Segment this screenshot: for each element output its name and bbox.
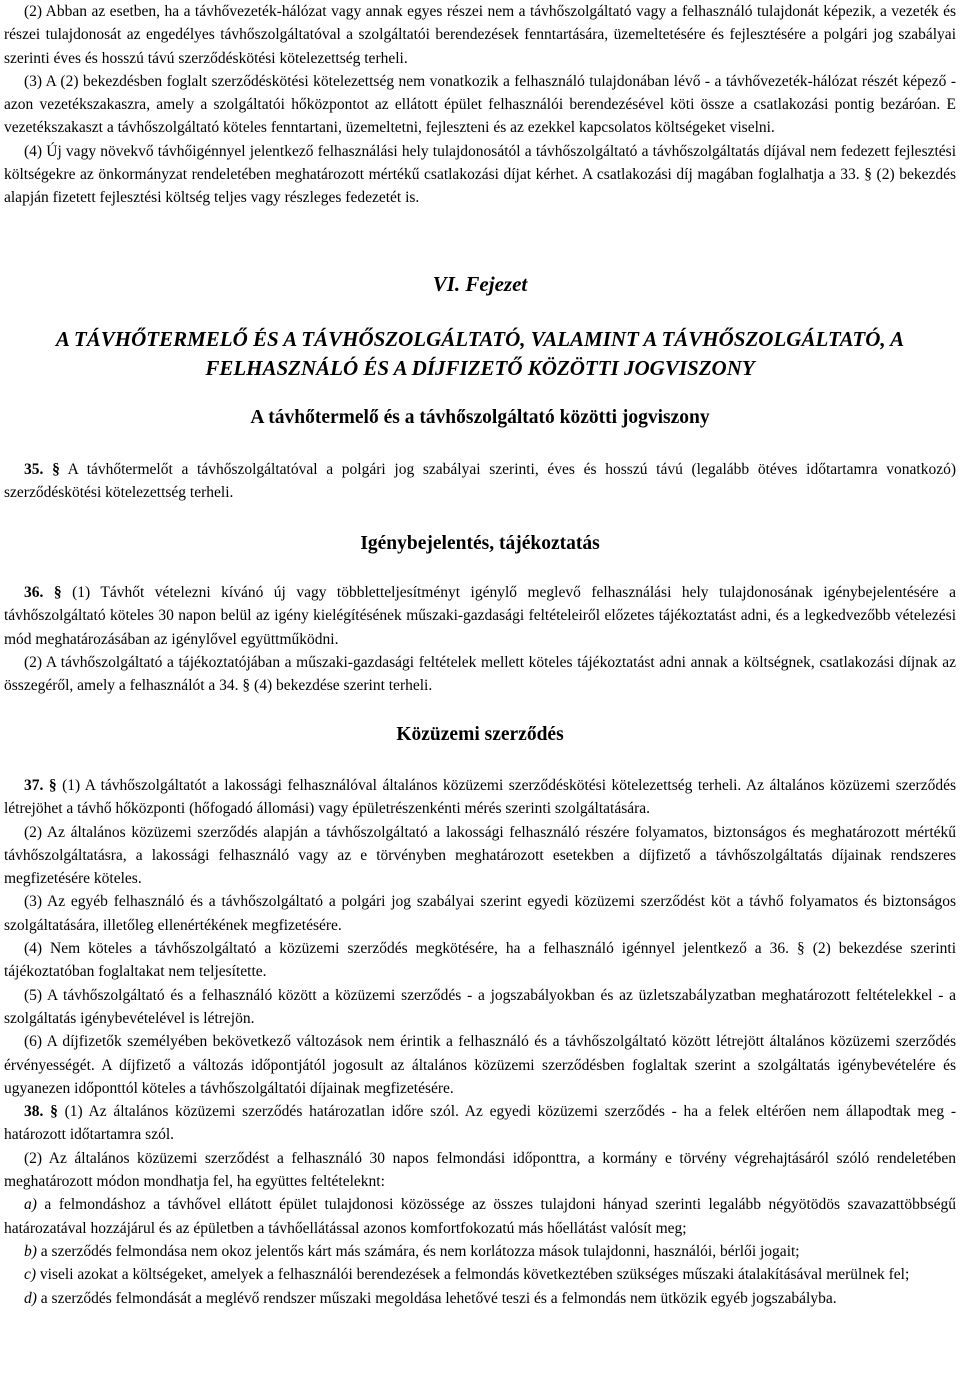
paragraphs-top xyxy=(4,0,956,210)
para-35-text: A távhőtermelőt a távhőszolgáltatóval a polgári jog szabályai szerinti, éves és hosszú távú (legalább ötéves időtartamra vonatkozó) szerződéskötési kötelezettség terheli. xyxy=(4,461,957,502)
para-36-1 xyxy=(4,581,956,651)
para-37-2: (2) Az általános közüzemi szerződés alapján a távhőszolgáltató a lakossági felhasználó részére folyamatos, biztonságos és meghatározott mértékű távhőszolgáltatásra, a lakossági felhasználó vagy az e törvényben meghatározott esetekben a díjfizető a távhőszolgáltatás díjainak rendszeres megfizetésére köteles. xyxy=(4,823,956,888)
para-35 xyxy=(4,458,956,505)
para-38-number: 38. § xyxy=(24,1103,58,1121)
para-35-number: 35. § xyxy=(24,461,60,478)
section-3-body xyxy=(4,774,956,1310)
para-38-b-text: a szerződés felmondása nem okoz jelentős kárt más számára, és nem korlátozza mások tulajdonni, használói, bérlői jogait; xyxy=(36,1242,800,1260)
para-37-1 xyxy=(4,774,956,821)
para-38-b-label: b) xyxy=(24,1242,37,1260)
para-37-text: (1) A távhőszolgáltatót a lakossági felhasználóval általános közüzemi szerződéskötési kötelezettség terheli. Az általános közüzemi szerződés létrejöhet a távhő hőközponti (hőfogadó állomási) vagy épületrészenkénti mérés szerinti szolgáltatására. xyxy=(4,777,957,818)
para-38-c xyxy=(4,1263,956,1286)
para-38-d-label: d) xyxy=(24,1289,37,1307)
chapter-heading xyxy=(4,271,956,297)
chapter-number: VI. Fejezet xyxy=(432,272,528,296)
section-1 xyxy=(4,405,956,431)
section-heading-2: Igénybejelentés, tájékoztatás xyxy=(360,533,600,554)
chapter-title-block xyxy=(20,325,940,383)
para-38-1 xyxy=(4,1100,956,1147)
para-37-6: (6) A díjfizetők személyében bekövetkező változások nem érintik a felhasználó és a távhőszolgáltató között létrejött általános közüzemi szerződés érvényességét. A díjfizető a változás időpontjától jogosult az általános közüzemi szerződésben foglaltak szerint a szolgáltatás igénybevételére és ugyanezen időponttól köteles a távhőszolgáltatói díjainak megfizetésére. xyxy=(4,1033,956,1097)
para-37-number: 37. § xyxy=(24,777,57,794)
chapter-title: A TÁVHŐTERMELŐ ÉS A TÁVHŐSZOLGÁLTATÓ, VALAMINT A TÁVHŐSZOLGÁLTATÓ, A FELHASZNÁLÓ ÉS A DÍJFIZETŐ KÖZÖTTI JOGVISZONY xyxy=(55,327,905,380)
para-33-4: (4) Új vagy növekvő távhőigénnyel jelentkező felhasználási hely tulajdonosától a távhőszolgáltató a távhőszolgáltatás díjával nem fedezett fejlesztési költségekre az önkormányzat rendeletében meghatározott mértékű csatlakozási díjat kérhet. A csatlakozási díj magában foglalhatja a 33. § (2) bekezdés alapján fizetett fejlesztési költség teljes vagy részleges fedezetét is. xyxy=(4,142,956,207)
para-38-a xyxy=(4,1193,956,1240)
para-38-c-text: viseli azokat a költségeket, amelyek a felhasználói berendezések a felmondás következtében szükséges műszaki átalakításával merülnek fel; xyxy=(36,1266,910,1284)
para-33-2: (2) Abban az esetben, ha a távhővezeték-hálózat vagy annak egyes részei nem a távhőszolgáltató vagy a felhasználó tulajdonát képezik, a vezeték és részei tulajdonosát az engedélyes távhőszolgáltatóval a szolgáltatói berendezések fenntartására, üzemeltetésére és fejlesztésére a polgári jog szabályai szerinti éves és hosszú távú szerződéskötési kötelezettség terheli. xyxy=(4,3,956,67)
section-heading-3: Közüzemi szerződés xyxy=(396,724,564,745)
section-2-body xyxy=(4,581,956,697)
para-38-2: (2) Az általános közüzemi szerződést a felhasználó 30 napos felmondási időponttra, a kormány e törvény végrehajtásáról szóló rendeletében meghatározott módon mondhatja fel, ha együttes feltételeknt: xyxy=(4,1149,956,1191)
para-37-4: (4) Nem köteles a távhőszolgáltató a közüzemi szerződés megkötésére, ha a felhasználó igénnyel jelentkező a 36. § (2) bekezdése szerinti tájékoztatóban foglaltakat nem teljesítette. xyxy=(4,940,956,981)
para-38-a-label: a) xyxy=(24,1196,37,1214)
para-38-c-label: c) xyxy=(24,1266,37,1284)
section-heading-1: A távhőtermelő és a távhőszolgáltató közötti jogviszony xyxy=(250,407,710,428)
para-33-3: (3) A (2) bekezdésben foglalt szerződéskötési kötelezettség nem vonatkozik a felhasználó tulajdonában lévő - a távhővezeték-hálózat részét képező - azon vezetékszakaszra, amely a szolgáltatói hőközpontot az ellátott épület felhasználói berendezésével köti össze a csatlakozási pontig bezáróan. E vezetékszakaszt a távhőszolgáltató köteles fenntartani, üzemeltetni, fejleszteni és az ezekkel kapcsolatos költségeket viselni. xyxy=(4,72,956,137)
para-38-d xyxy=(4,1287,956,1310)
para-36-text: (1) Távhőt vételezni kívánó új vagy többletteljesítményt igénylő meglevő felhasználási hely tulajdonosának igénybejelentésére a távhőszolgáltató köteles 30 napon belül az igény kielégítésének műszaki-gazdasági feltételeiről előzetes tájékoztatást adni, és a legkedvezőbb vételezési mód meghatározásában az igénylővel együttműködni. xyxy=(4,584,957,648)
para-38-text: (1) Az általános közüzemi szerződés határozatlan időre szól. Az egyedi közüzemi szerződés - ha a felek eltérően nem állapodtak meg - határozott időtartamra szól. xyxy=(4,1103,957,1144)
para-38-d-text: a szerződés felmondását a meglévő rendszer műszaki megoldása lehetővé teszi és a felmondás nem ütközik egyéb jogszabályba. xyxy=(36,1289,837,1307)
para-37-5: (5) A távhőszolgáltató és a felhasználó között a közüzemi szerződés - a jogszabályokban és az üzletszabályzatban meghatározott feltételekkel - a szolgáltatás igénybevételével is létrejön. xyxy=(4,986,956,1027)
para-37-3: (3) Az egyéb felhasználó és a távhőszolgáltató a polgári jog szabályai szerint egyedi közüzemi szerződést köt a távhő folyamatos és biztonságos szolgáltatására, illetőleg ellenértékének megfizetésére. xyxy=(4,893,956,934)
para-38-b xyxy=(4,1240,956,1263)
section-1-body xyxy=(4,458,956,505)
section-3 xyxy=(4,722,956,748)
para-36-2: (2) A távhőszolgáltató a tájékoztatójában a műszaki-gazdasági feltételek mellett köteles tájékoztatást adni annak a költségnek, csatlakozási díjnak az összegéről, amely a felhasználót a 34. § (4) bekezdése szerint terheli. xyxy=(4,653,956,695)
para-38-a-text: a felmondáshoz a távhővel ellátott épület tulajdonosi közössége az összes tulajdoni hányad szerinti legalább négyötödös szavazattöbbségű határozatával hozzájárul és az épületben a távhőellátással azonos komfortfokozatú más hőellátást valósít meg; xyxy=(4,1196,956,1237)
section-2 xyxy=(4,531,956,557)
para-36-number: 36. § xyxy=(24,584,62,601)
